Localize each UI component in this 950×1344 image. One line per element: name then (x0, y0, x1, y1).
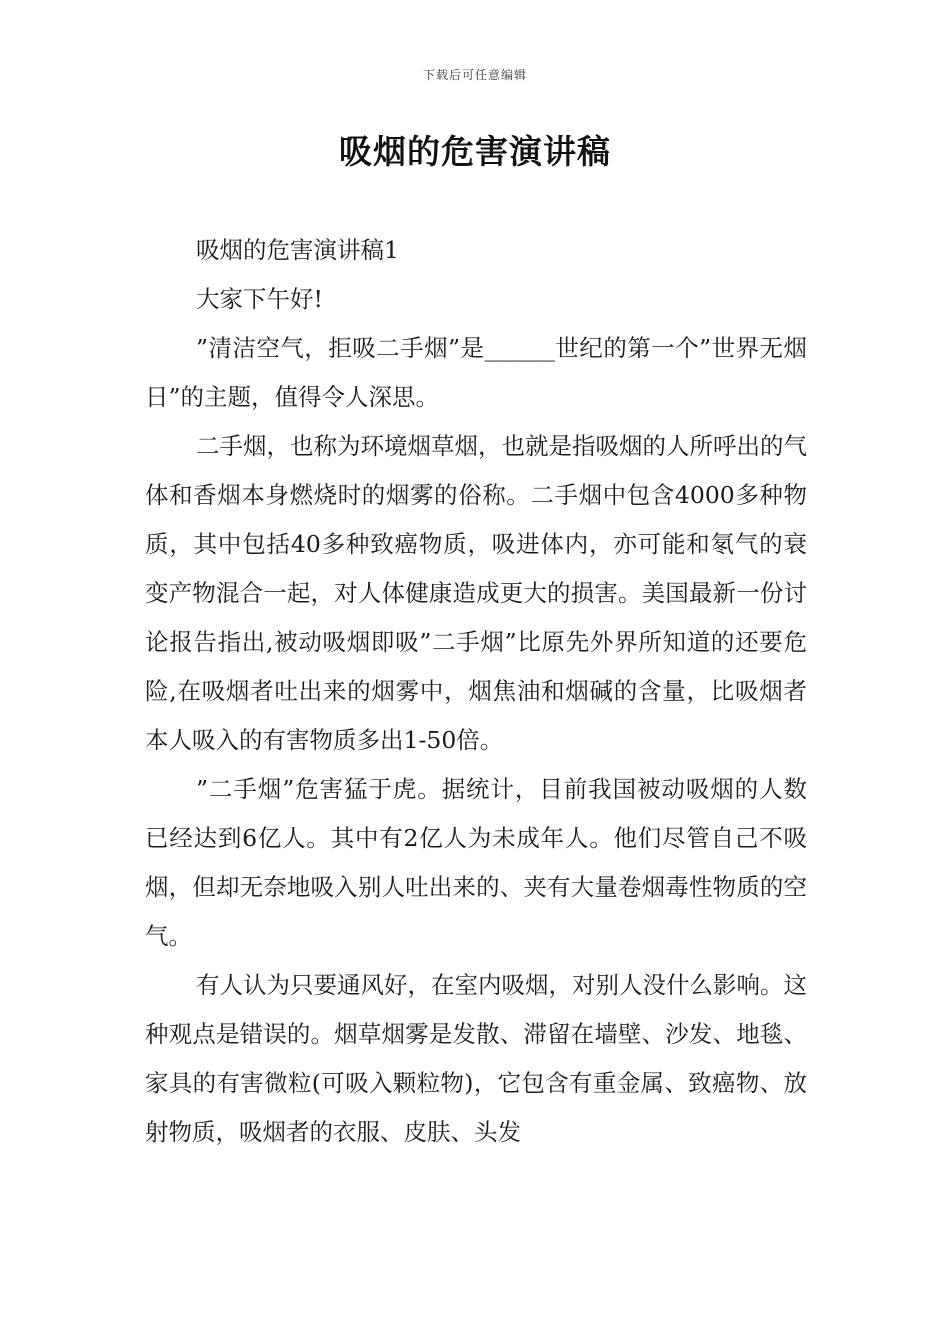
document-title: 吸烟的危害演讲稿 (339, 132, 611, 171)
greeting-paragraph: 大家下午好! (196, 285, 323, 313)
body-paragraph: ”清洁空气，拒吸二手烟”是______世纪的第一个”世界无烟日”的主题，值得令人深思。 (145, 334, 807, 411)
document-body (145, 226, 807, 1157)
body-paragraph: 有人认为只要通风好，在室内吸烟，对别人没什么影响。这种观点是错误的。烟草烟雾是发散、滞留在墙壁、沙发、地毯、家具的有害微粒(可吸入颗粒物)，它包含有重金属、致癌物、放射物质，吸烟者的衣服、皮肤、头发 (145, 971, 807, 1146)
header-note: 下载后可任意编辑 (422, 68, 527, 82)
body-paragraph: ”二手烟”危害猛于虎。据统计，目前我国被动吸烟的人数已经达到6亿人。其中有2亿人为未成年人。他们尽管自己不吸烟，但却无奈地吸入别人吐出来的、夹有大量卷烟毒性物质的空气。 (145, 775, 807, 950)
body-paragraph: 二手烟，也称为环境烟草烟，也就是指吸烟的人所呼出的气体和香烟本身燃烧时的烟雾的俗称。二手烟中包含4000多种物质，其中包括40多种致癌物质，吸进体内，亦可能和氡气的衰变产物混合一起，对人体健康造成更大的损害。美国最新一份讨论报告指出,被动吸烟即吸”二手烟”比原先外界所知道的还要危险,在吸烟者吐出来的烟雾中，烟焦油和烟碱的含量，比吸烟者本人吸入的有害物质多出1-50倍。 (145, 432, 807, 754)
section-heading: 吸烟的危害演讲稿1 (196, 236, 399, 264)
